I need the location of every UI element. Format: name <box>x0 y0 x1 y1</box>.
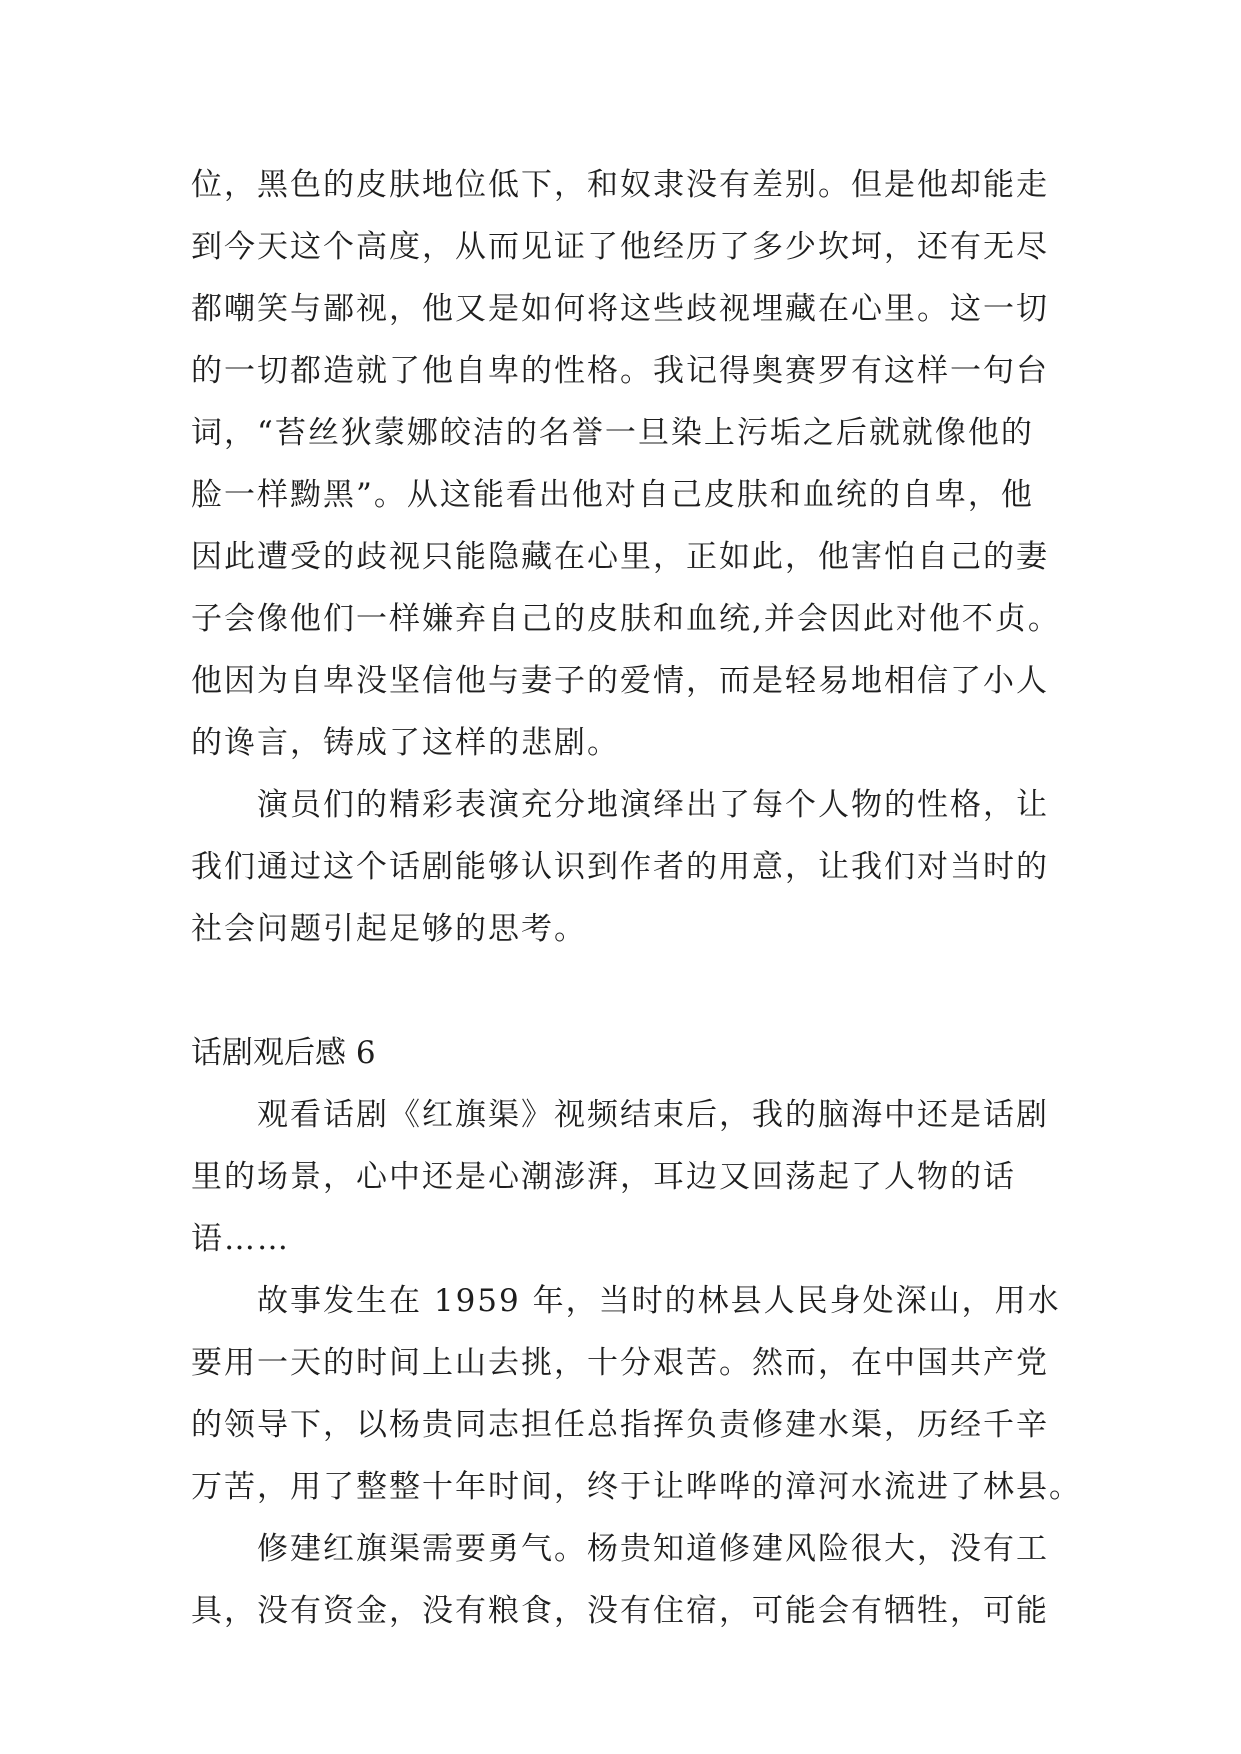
text-line: 的谗言，铸成了这样的悲剧。 <box>191 725 620 761</box>
text-line: 修建红旗渠需要勇气。杨贵知道修建风险很大，没有工 <box>191 1531 1049 1567</box>
text-line: 位，黑色的皮肤地位低下，和奴隶没有差别。但是他却能走 <box>191 167 1049 203</box>
text-line: 他因为自卑没坚信他与妻子的爱情，而是轻易地相信了小人 <box>191 663 1049 699</box>
text-line: 都嘲笑与鄙视，他又是如何将这些歧视埋藏在心里。这一切 <box>191 291 1049 327</box>
paragraph-othello-inferiority <box>191 154 1061 774</box>
text-line: 语…… <box>191 1221 290 1257</box>
paragraph-actors-performance <box>191 774 1051 960</box>
section-spacer <box>191 960 1051 1022</box>
text-line: 观看话剧《红旗渠》视频结束后，我的脑海中还是话剧 <box>191 1097 1049 1133</box>
paragraph-red-flag-canal-intro <box>191 1084 1051 1270</box>
text-line: 脸一样黝黑”。从这能看出他对自己皮肤和血统的自卑，他 <box>191 477 1034 513</box>
text-line: 子会像他们一样嫌弃自己的皮肤和血统,并会因此对他不贞。 <box>191 601 1061 637</box>
text-line: 词，“苔丝狄蒙娜皎洁的名誉一旦染上污垢之后就就像他的 <box>191 415 1034 451</box>
text-line: 社会问题引起足够的思考。 <box>191 911 587 947</box>
paragraph-story-background <box>191 1270 1082 1518</box>
text-line: 因此遭受的歧视只能隐藏在心里，正如此，他害怕自己的妻 <box>191 539 1049 575</box>
text-line: 里的场景，心中还是心潮澎湃，耳边又回荡起了人物的话 <box>191 1159 1016 1195</box>
document-body <box>191 154 1082 1642</box>
paragraph-courage <box>191 1518 1051 1642</box>
text-line: 故事发生在 1959 年，当时的林县人民身处深山，用水 <box>191 1283 1061 1319</box>
section-heading: 话剧观后感 6 <box>191 1035 376 1071</box>
text-line: 具，没有资金，没有粮食，没有住宿，可能会有牺牲，可能 <box>191 1593 1049 1629</box>
text-line: 演员们的精彩表演充分地演绎出了每个人物的性格，让 <box>191 787 1049 823</box>
text-line: 的一切都造就了他自卑的性格。我记得奥赛罗有这样一句台 <box>191 353 1049 389</box>
text-line: 的领导下，以杨贵同志担任总指挥负责修建水渠，历经千辛 <box>191 1407 1049 1443</box>
text-line: 到今天这个高度，从而见证了他经历了多少坎坷，还有无尽 <box>191 229 1049 265</box>
text-line: 我们通过这个话剧能够认识到作者的用意，让我们对当时的 <box>191 849 1049 885</box>
text-line: 要用一天的时间上山去挑，十分艰苦。然而，在中国共产党 <box>191 1345 1049 1381</box>
text-line: 万苦，用了整整十年时间，终于让哗哗的漳河水流进了林县。 <box>191 1469 1082 1505</box>
